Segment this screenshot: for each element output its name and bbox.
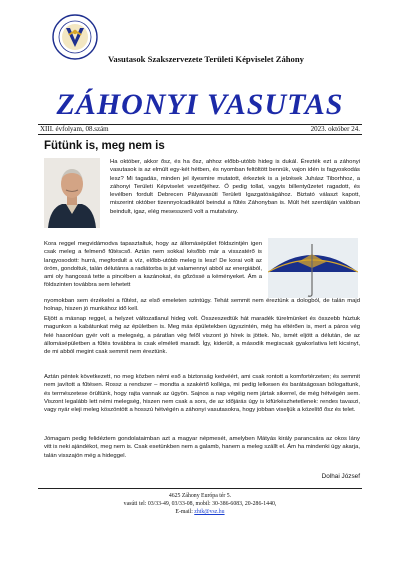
article-paragraph: Eljött a másnap reggel, a helyzet változatlanul hideg volt. Összeszedtük hát maradék türelmünket és összebb húztuk magunkon a kabátunkat még az épületben is. Meg más épületekben ügyszintén, még ha eltérően is, mert a páros vég felé hasonlóan gyér volt a melegség, a páratlan vég felől viszont jó hírek is jöttek. No, ismét eljött a délután, de az állomásépületben a fűtés továbbra is csak elméleti maradt. Így, kiderült, a második megiscsak gyakorlativa lett kicsinyt, de mi abból megint csak semmit nem éreztünk. [44,316,360,356]
header-divider [38,134,362,135]
newsletter-title: ZÁHONYI VASUTAS [56,88,344,121]
umbrella-image [268,238,358,298]
article-paragraph: Aztán péntek következett, no meg közben némi eső a biztonság kedvéért, ami csak rontott a komfortérzeten; és semmit nem javított a fűtésen. Rossz a rendszer – mondta a szakértő kolléga, mi pedig lelkesen és barátságosan bólogattunk, és természetese örültünk, hogy rajta vannak az ügyön. Sajnos a nap végéig nem jártak sikerrel, de még hétvégén sem. Viszont legalább lett némi melegség, hiszen nem csak a sors, de az időjárás úgy is kifürkészhetetlenek: rendes tavaszi, vagy nyár eleji meleg köszöntött a hosszú hétvégén a záhonyi vasutasokra, hogy jobban viseljük a közelítő ősz és telet. [44,374,360,414]
footer-address: 4625 Záhony Európa tér 5. [168,493,232,499]
footer-email-link[interactable]: zhtk@vsz.hu [194,509,225,515]
union-logo [52,14,98,60]
footer-phones: vasúti tel: 03/33-49, 03/33-08, mobil: 30-386-6083, 20-286-1440, [123,501,277,507]
footer-email-line [0,508,400,516]
issue-date: 2023. október 24. [310,125,360,133]
footer-email-label: E-mail: [175,509,193,515]
author-photo [44,158,100,228]
organization-name: Vasutasok Szakszervezete Területi Képviselet Záhony [108,54,304,64]
article-paragraph: Ha október, akkor ősz, és ha ősz, ahhoz előbb-utóbb hideg is dukál. Érezték ezt a záhonyi vasutasok is az elmúlt egy-két hétben, és nyomban feltöltött bennük, vajon idén is fagyoskodás lesz? Mi tagadás, minden jel ilyesmire mutatott, érkeztek is a jelzések Juhász Tiborhhoz, a záhonyi Területi Képviselet vezetőjéhez. Ő pedig tollat, vagyis billentyűzetet ragadott, és levélben fordult Debrecen Pályavasúti Területi Igazgatóságához. Biztató választ kapott, miszerint október tizennyolcadikától beindul a fűtés Záhonyban is. Múlt hét szerdáján valóban beindult, igaz, elég mesesszerű volt a mutatvány. [110,159,360,215]
article-paragraph: Kora reggel megvidámodva tapasztaltuk, hogy az állomásépület földszintjén igen csak meleg a felmenő fűtéscső. Aztán nem sokkal később már a visszatérő is langyosodott: hurrá, megfordult a víz, előbb-utóbb meleg is lesz! De korai volt az öröm, gondoltuk, talán délutánra a radiátorba is jut valamennyi abból az energiából, ami oly hangossá tette a pincében a kazánokat, és gőzössé a kéményeket. Ám a földszinten továbbra sem lehetett [44,241,262,289]
footer-divider [38,488,362,489]
article-heading: Fütünk is, meg nem is [44,140,165,152]
author-signature: Dolhai József [321,473,360,480]
article-paragraph: nyomokban sem érzékelni a fűtést, az első emeleten szintúgy. Tehát semmit nem éreztünk a dologból, de talán majd holnap, hiszen jó munkához idő kell. [44,298,360,313]
article-paragraph: Jómagam pedig felidéztem gondolataimban azt a magyar népmesét, amelyben Mátyás király parancsára az okos lány vitt is neki ajándékot, meg nem is. Csak esetünkben nem a galamb, hanem a meleg szállt el. Ám ha mindenki úgy akarja, talán visszajön még a hideggel. [44,436,360,459]
issue-number: XIII. évfolyam, 08.szám [40,125,109,133]
